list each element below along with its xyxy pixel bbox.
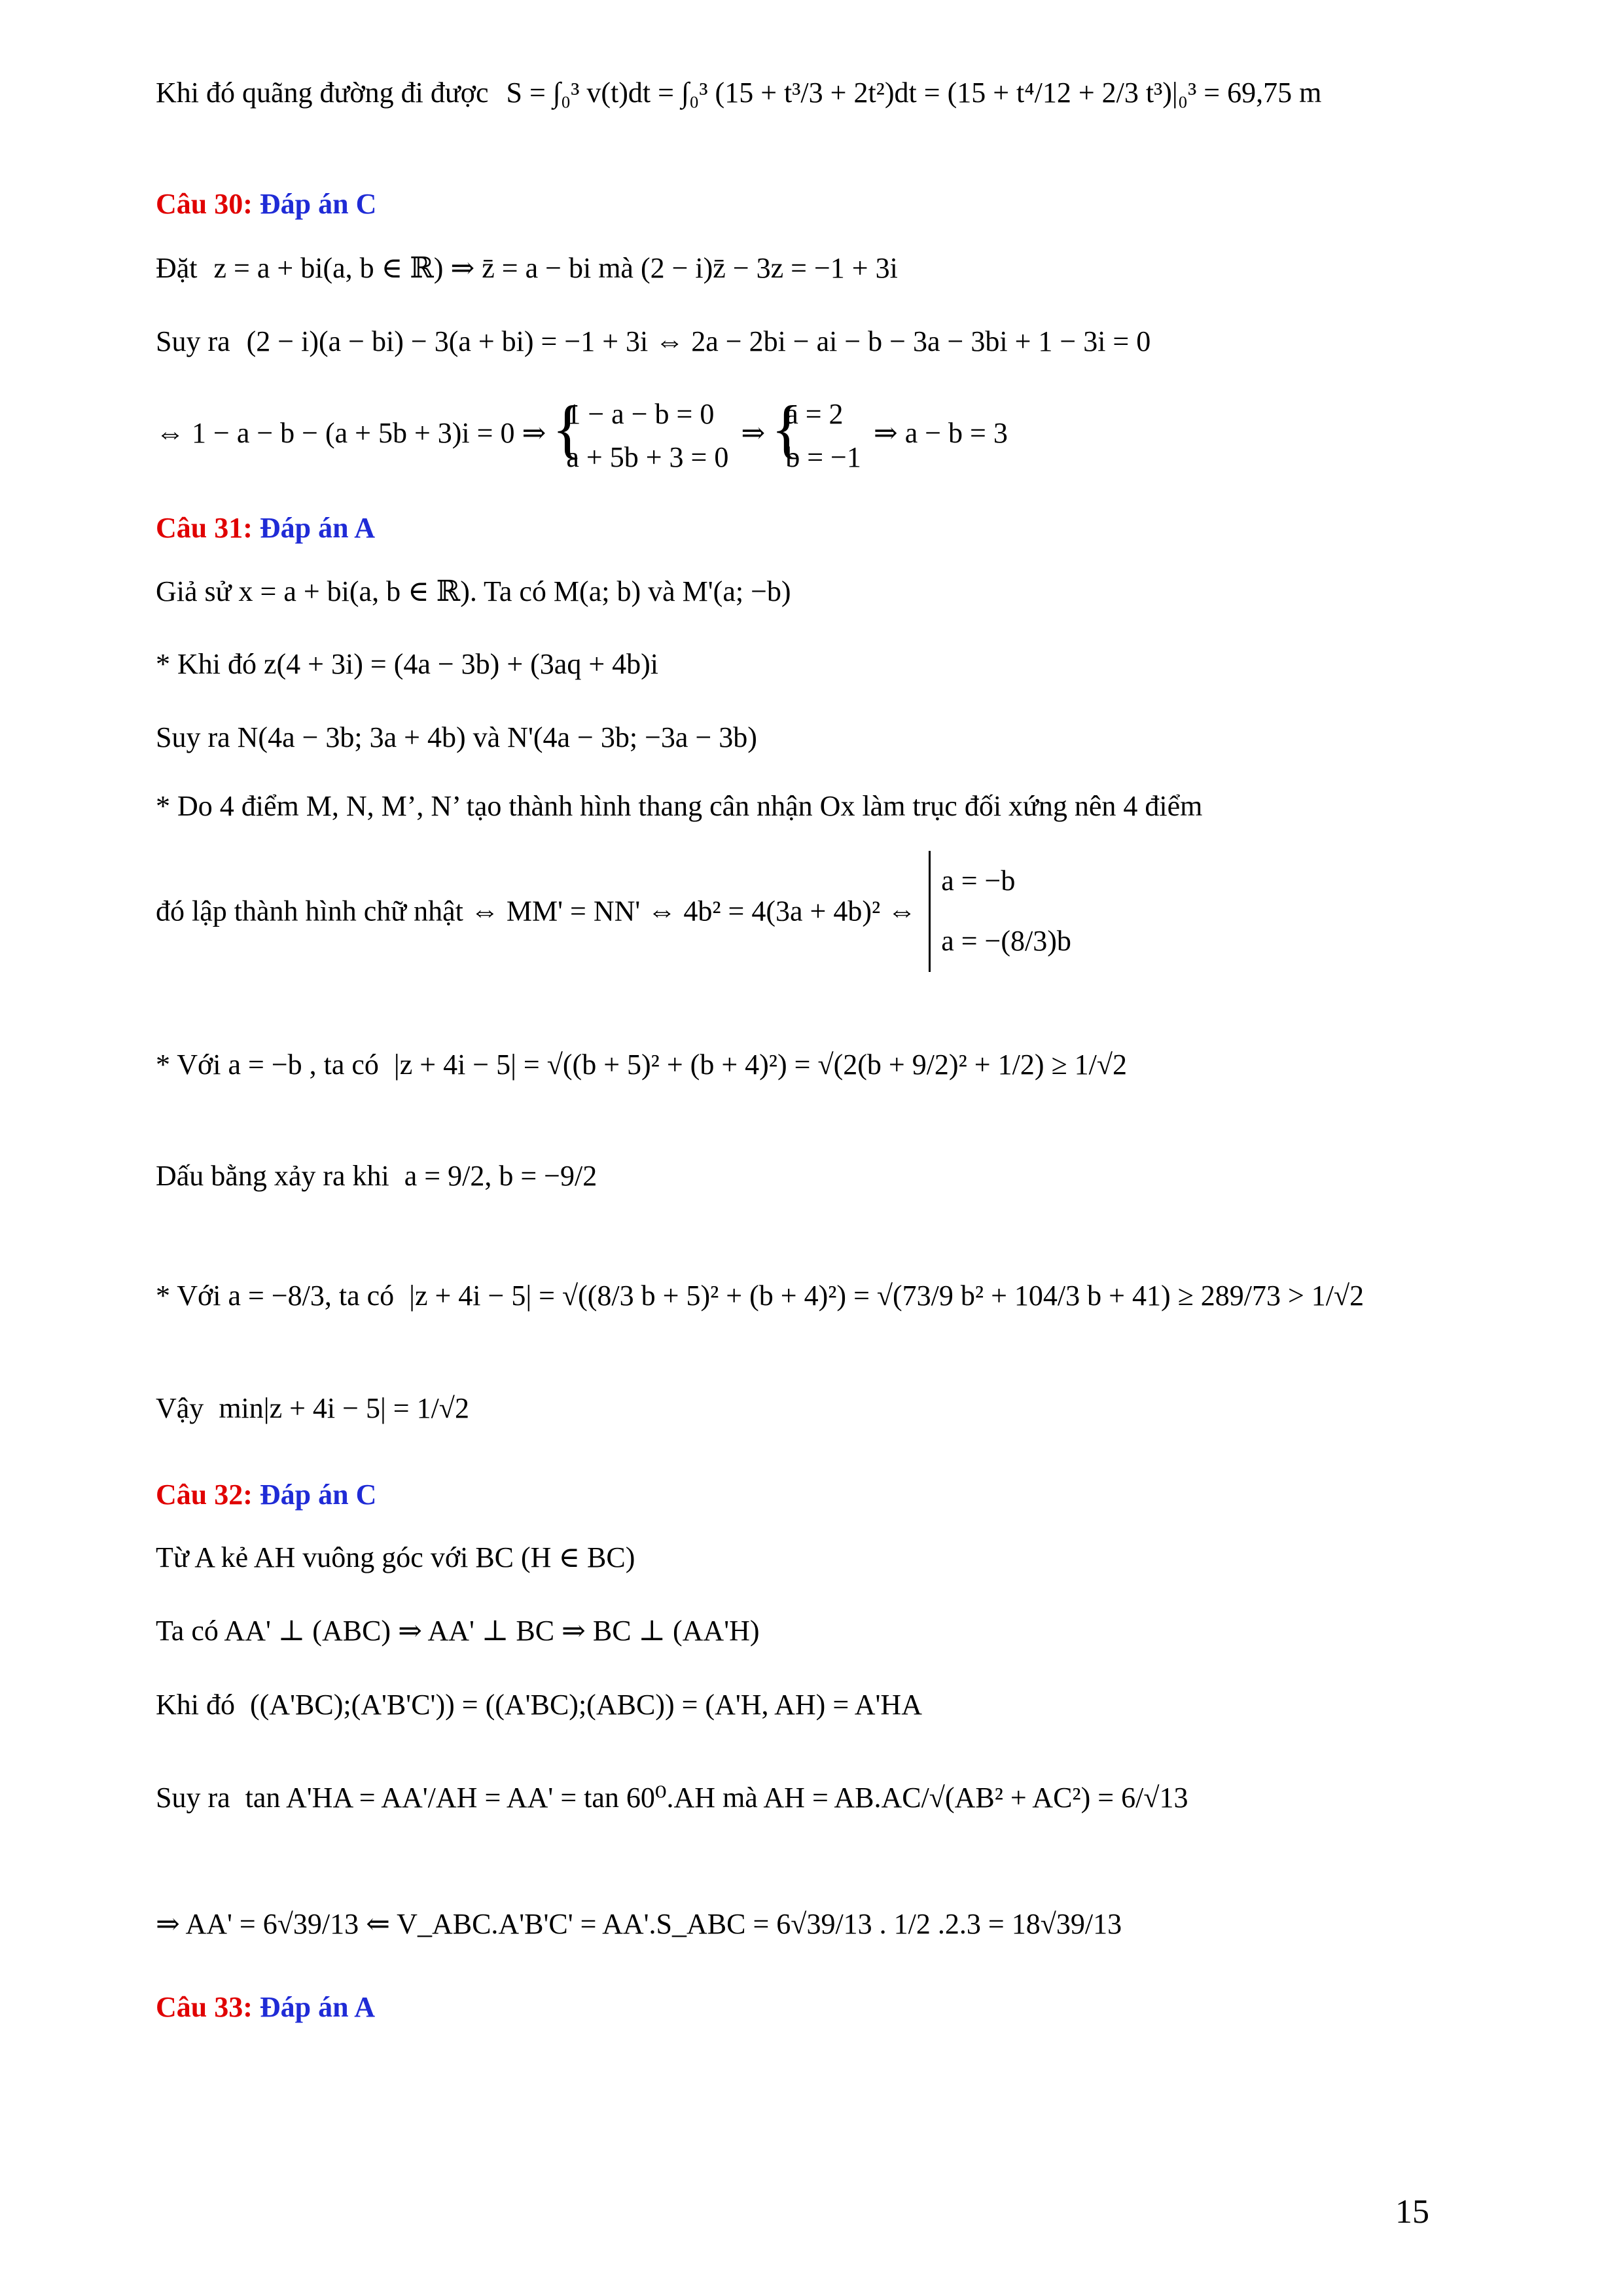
q31-line9-text: min|z + 4i − 5| = 1/√2 (219, 1392, 469, 1424)
distance-formula-text: S = ∫₀³ v(t)dt = ∫₀³ (15 + t³/3 + 2t²)dt = (15 + t⁴/12 + 2/3 t³)|₀³ = 69,75 m (506, 77, 1322, 109)
q31-line4: * Do 4 điểm M, N, M’, N’ tạo thành hình thang cân nhận Ox làm trục đối xứng nên 4 điểm (156, 790, 1203, 822)
q30-line3-tail: ⇒ a − b = 3 (873, 417, 1008, 450)
q30-system1-eq2: a + 5b + 3 = 0 (566, 441, 729, 473)
q32-line3-prefix: Khi đó (156, 1689, 235, 1721)
q30-line2 (156, 327, 1150, 356)
page-number: 15 (1395, 2193, 1429, 2231)
q31-case1: a = −b (941, 865, 1016, 897)
distance-line (156, 79, 1321, 107)
q31-line6 (156, 1050, 1127, 1079)
q32-line4-prefix: Suy ra (156, 1782, 230, 1814)
q31-line8 (156, 1282, 1364, 1310)
q30-system1: { 1 − a − b = 0 a + 5b + 3 = 0 (558, 393, 728, 479)
q31-line9-prefix: Vậy (156, 1392, 204, 1424)
q30-system2-eq1: a = 2 (785, 398, 844, 430)
q31-line6-prefix: * Với a = −b , ta có (156, 1049, 379, 1081)
q31-line3: Suy ra N(4a − 3b; 3a + 4b) và N'(4a − 3b; −3a − 3b) (156, 721, 757, 753)
q31-line7 (156, 1162, 597, 1191)
q31-line8-text: |z + 4i − 5| = √((8/3 b + 5)² + (b + 4)²) = √(73/9 b² + 104/3 b + 41) ≥ 289/73 > 1/√2 (409, 1280, 1364, 1312)
q31-line2: * Khi đó z(4 + 3i) = (4a − 3b) + (3aq + 4b)i (156, 648, 659, 680)
q31-line1: Giả sử x = a + bi(a, b ∈ ℝ). Ta có M(a; b) và M'(a; −b) (156, 575, 791, 607)
q31-line6-text: |z + 4i − 5| = √((b + 5)² + (b + 4)²) = √(2(b + 9/2)² + 1/2) ≥ 1/√2 (393, 1049, 1127, 1081)
q33-answer: Đáp án A (259, 1991, 375, 2023)
q32-line4 (156, 1784, 1188, 1812)
q32-line1: Từ A kẻ AH vuông góc với BC (H ∈ BC) (156, 1541, 635, 1573)
q31-case2: a = −(8/3)b (941, 925, 1071, 958)
q31-cases (929, 851, 1071, 972)
q31-label: Câu 31: (156, 512, 253, 544)
q33-heading (156, 1993, 375, 2022)
q31-line5 (156, 851, 1071, 972)
q33-label: Câu 33: (156, 1991, 253, 2023)
q30-system2: { a = 2 b = −1 (777, 393, 861, 479)
q30-label: Câu 30: (156, 188, 253, 220)
q30-line3-lead: ⇔ 1 − a − b − (a + 5b + 3)i = 0 ⇒ (156, 417, 546, 450)
q30-line2-prefix: Suy ra (156, 325, 230, 357)
q32-line5: ⇒ AA' = 6√39/13 ⇐ V_ABC.A'B'C' = AA'.S_ABC = 6√39/13 . 1/2 .2.3 = 18√39/13 (156, 1908, 1122, 1940)
q30-line2-text: (2 − i)(a − bi) − 3(a + bi) = −1 + 3i ⇔ 2a − 2bi − ai − b − 3a − 3bi + 1 − 3i = 0 (246, 325, 1151, 357)
q32-heading (156, 1480, 376, 1509)
q32-line3-text: ((A'BC);(A'B'C')) = ((A'BC);(ABC)) = (A'H, AH) = A'HA (250, 1689, 922, 1721)
q30-system1-eq1: 1 − a − b = 0 (566, 398, 715, 430)
q32-line3 (156, 1691, 922, 1719)
q30-line1 (156, 254, 898, 283)
q30-line1-prefix: Đặt (156, 252, 198, 284)
q30-system2-eq2: b = −1 (785, 441, 861, 473)
q31-heading (156, 514, 375, 543)
q30-answer: Đáp án C (259, 188, 377, 220)
q31-line7-prefix: Dấu bằng xảy ra khi (156, 1160, 389, 1192)
q32-label: Câu 32: (156, 1479, 253, 1511)
distance-prefix: Khi đó quãng đường đi được (156, 77, 489, 109)
q32-answer: Đáp án C (259, 1479, 377, 1511)
q32-line2: Ta có AA' ⊥ (ABC) ⇒ AA' ⊥ BC ⇒ BC ⊥ (AA'H) (156, 1615, 760, 1647)
q32-line4-text: tan A'HA = AA'/AH = AA' = tan 60⁰.AH mà AH = AB.AC/√(AB² + AC²) = 6/√13 (245, 1782, 1188, 1814)
q30-line1-text: z = a + bi(a, b ∈ ℝ) ⇒ z̄ = a − bi mà (2 − i)z̄ − 3z = −1 + 3i (213, 252, 898, 284)
q31-answer: Đáp án A (259, 512, 375, 544)
q31-line5-text: đó lập thành hình chữ nhật ⇔ MM' = NN' ⇔ 4b² = 4(3a + 4b)² ⇔ (156, 895, 917, 927)
q31-line7-text: a = 9/2, b = −9/2 (404, 1160, 597, 1192)
q31-line9 (156, 1394, 469, 1423)
q30-line3: ⇔ 1 − a − b − (a + 5b + 3)i = 0 ⇒ { 1 − a − b = 0 a + 5b + 3 = 0 ⇒ { a = 2 b = −1 ⇒ a − b = 3 (156, 393, 1008, 479)
q31-line8-prefix: * Với a = −8/3, ta có (156, 1280, 395, 1312)
q30-heading (156, 190, 376, 219)
